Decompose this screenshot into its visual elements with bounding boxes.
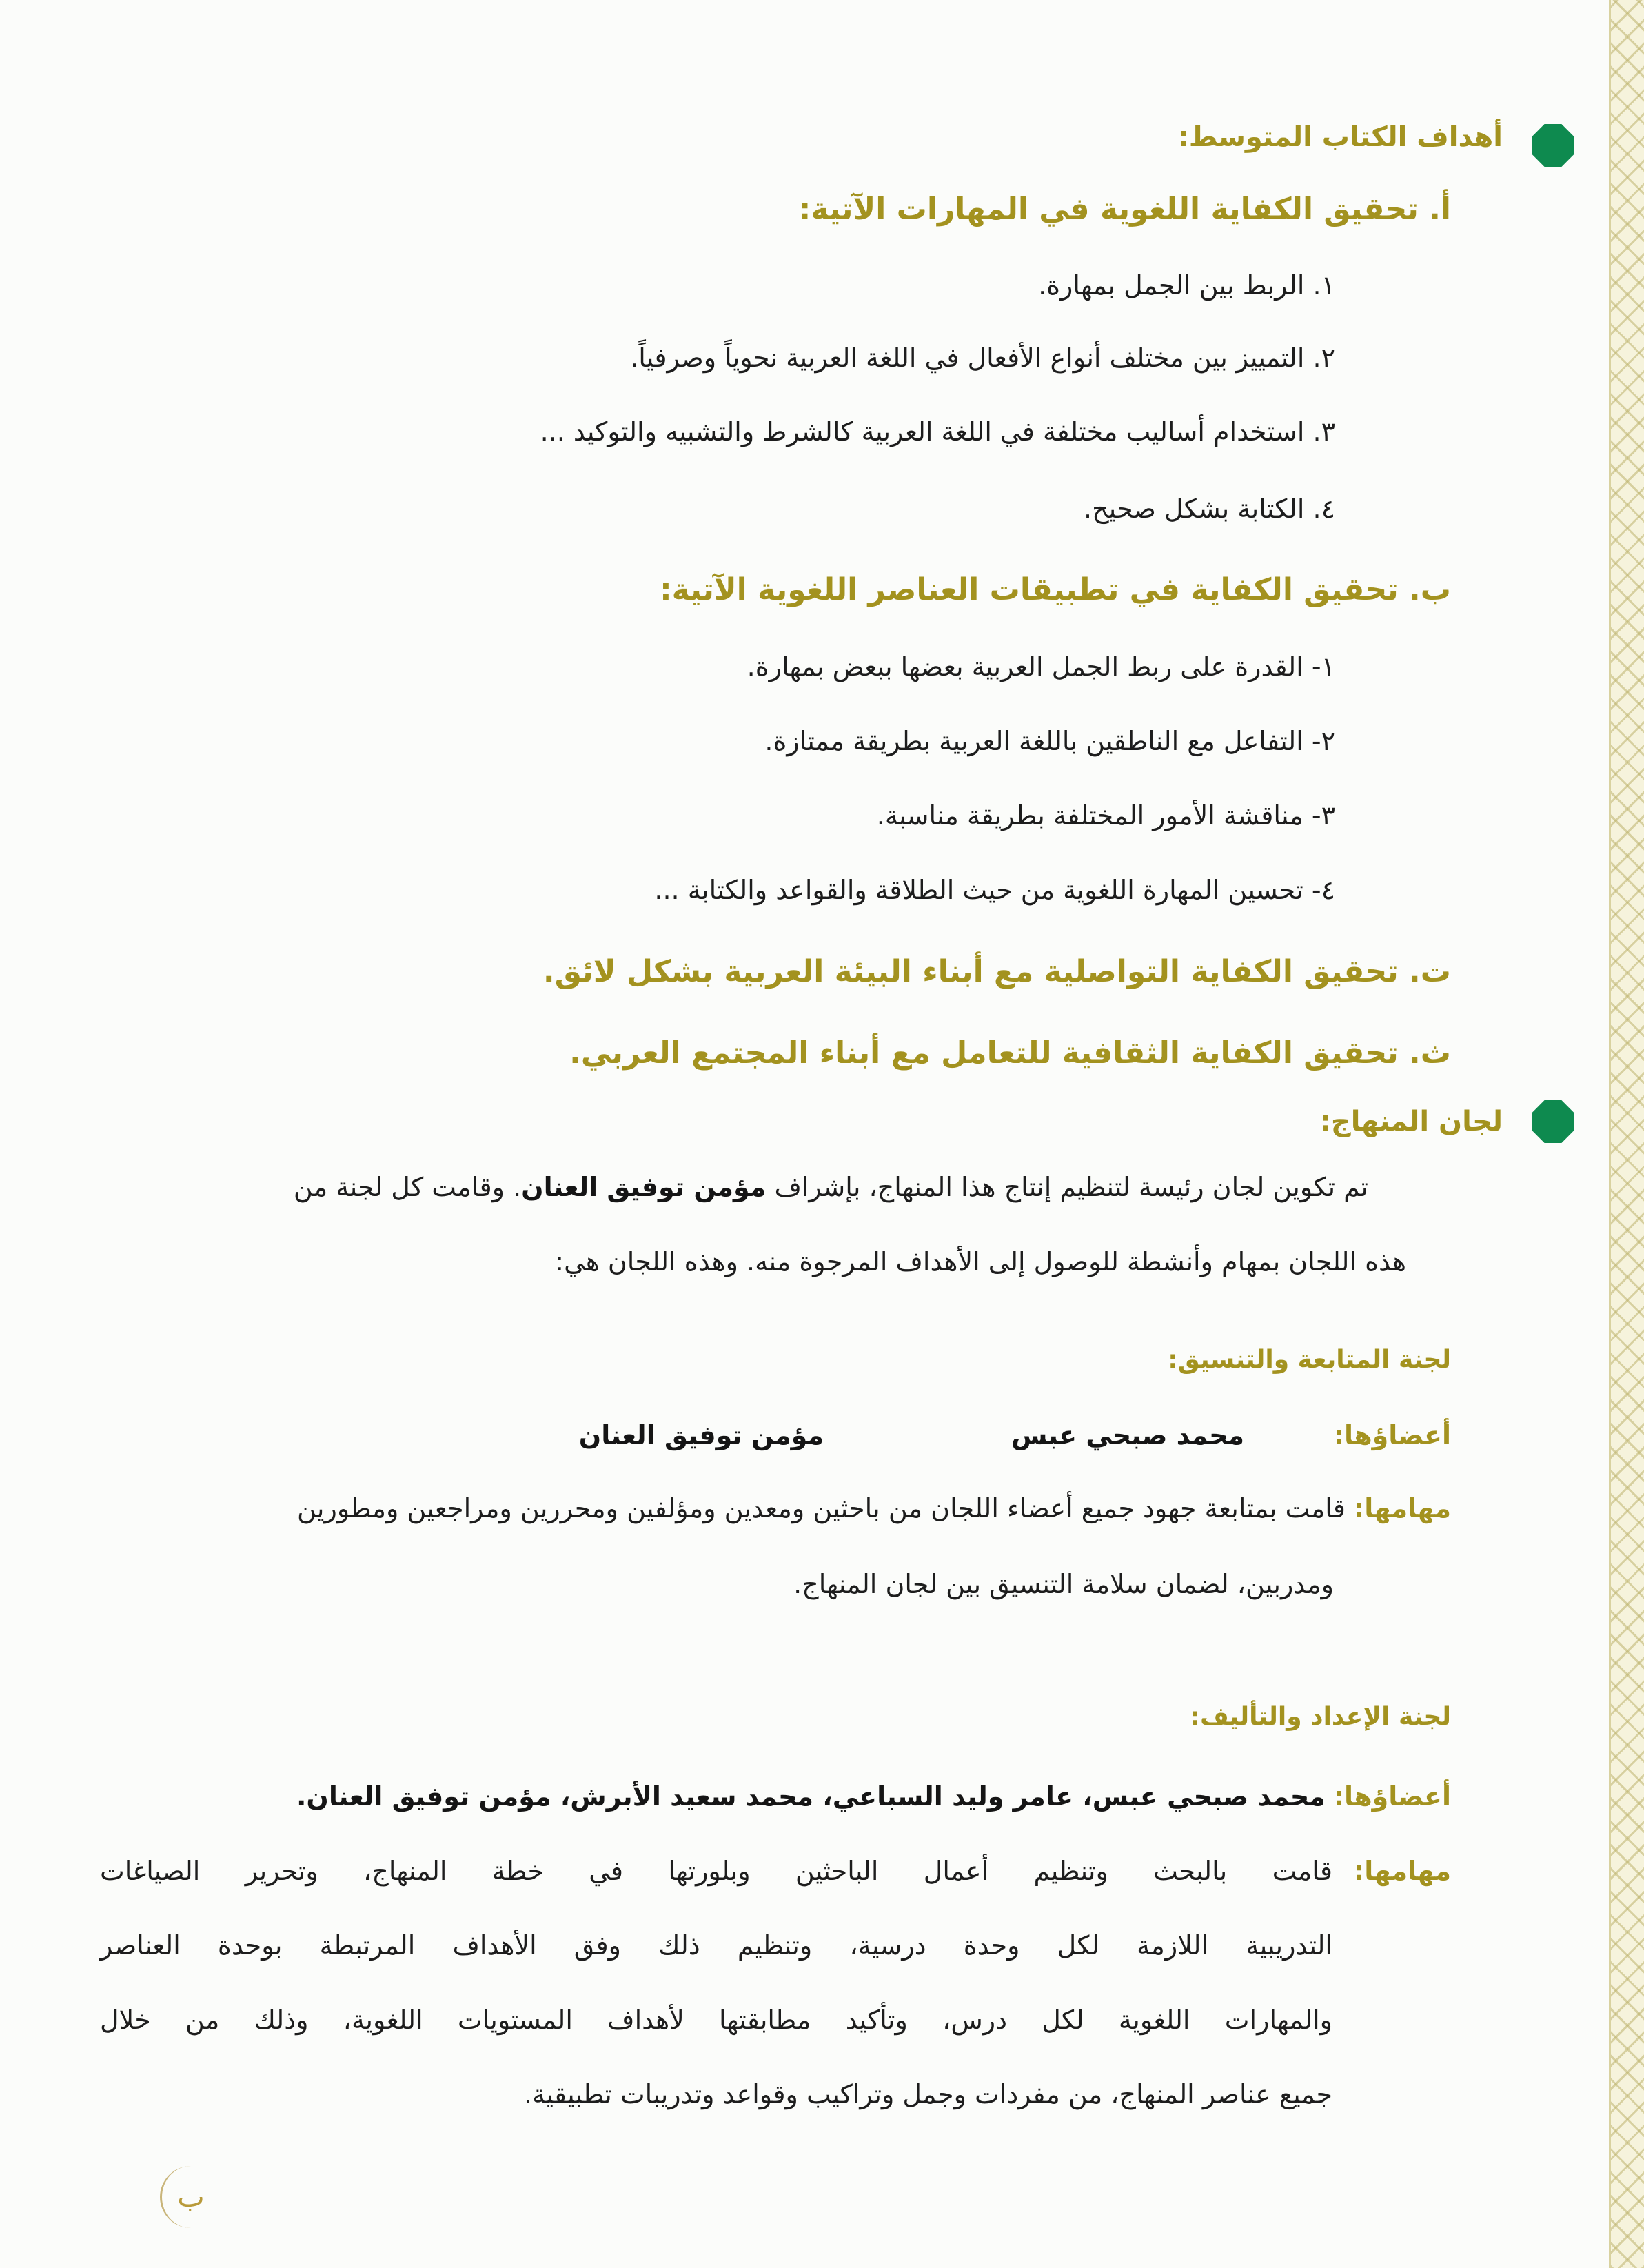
list-item: ٤- تحسين المهارة اللغوية من حيث الطلاقة والقواعد والكتابة ... [654, 875, 1335, 905]
authoring-committee-title: لجنة الإعداد والتأليف: [1190, 1703, 1451, 1731]
list-item: ٢- التفاعل مع الناطقين باللغة العربية بطريقة ممتازة. [764, 726, 1335, 756]
page-number [160, 2166, 222, 2228]
members-label: أعضاؤها: [1333, 1420, 1451, 1450]
green-octagon-bullet-icon [1532, 1100, 1574, 1143]
goals-title: أهداف الكتاب المتوسط: [1177, 121, 1503, 153]
authoring-tasks-label: مهامها: [1354, 1856, 1451, 1886]
authoring-tasks-line: جميع عناصر المنهاج، من مفردات وجمل وتراكيب وقواعد وتدريبات تطبيقية. [523, 2079, 1332, 2109]
members-label: أعضاؤها: [1333, 1781, 1451, 1812]
committees-title: لجان المنهاج: [1319, 1106, 1503, 1137]
list-item: ١- القدرة على ربط الجمل العربية بعضها ببعض بمهارة. [747, 651, 1335, 682]
list-item: ٣. استخدام أساليب مختلفة في اللغة العربية كالشرط والتشبيه والتوكيد ... [540, 416, 1335, 447]
section-t-title: ت. تحقيق الكفاية التواصلية مع أبناء البيئة العربية بشكل لائق. [542, 954, 1451, 989]
tasks-text: قامت بمتابعة جهود جميع أعضاء اللجان من باحثين ومعدين ومؤلفين ومحررين ومراجعين ومطورين [296, 1493, 1346, 1523]
section-th-title: ث. تحقيق الكفاية الثقافية للتعامل مع أبناء المجتمع العربي. [569, 1035, 1451, 1071]
intro-text: . وقامت كل لجنة من [293, 1172, 522, 1202]
green-octagon-bullet-icon [1532, 124, 1574, 167]
committees-intro-line-2: هذه اللجان بمهام وأنشطة للوصول إلى الأهداف المرجوة منه. وهذه اللجان هي: [555, 1246, 1406, 1277]
intro-text: تم تكوين لجان رئيسة لتنظيم إنتاج هذا المنهاج، بإشراف [766, 1172, 1368, 1202]
follow-up-members-label [1334, 1420, 1451, 1450]
list-item: ٤. الكتابة بشكل صحيح. [1084, 494, 1335, 524]
follow-up-member: محمد صبحي عبس [1011, 1420, 1244, 1450]
section-a-title: أ. تحقيق الكفاية اللغوية في المهارات الآتية: [798, 192, 1451, 227]
page-number-ring-icon [160, 2166, 222, 2228]
page-number-label: ب [177, 2180, 205, 2214]
follow-up-committee-title: لجنة المتابعة والتنسيق: [1168, 1346, 1451, 1374]
authoring-members: محمد صبحي عبس، عامر وليد السباعي، محمد سعيد الأبرش، مؤمن توفيق العنان. [296, 1781, 1326, 1812]
list-item: ٢. التمييز بين مختلف أنواع الأفعال في اللغة العربية نحوياً وصرفياً. [630, 343, 1335, 373]
authoring-tasks-line: التدريبية اللازمة لكل وحدة درسية، وتنظيم ذلك وفق الأهداف المرتبطة بوحدة العناصر [100, 1930, 1332, 1961]
list-item: ١. الربط بين الجمل بمهارة. [1038, 270, 1335, 301]
follow-up-tasks-line-2: ومدربين، لضمان سلامة التنسيق بين لجان المنهاج. [793, 1569, 1334, 1599]
authoring-tasks-line: والمهارات اللغوية لكل درس، وتأكيد مطابقتها لأهداف المستويات اللغوية، وذلك من خلال [100, 2005, 1332, 2035]
follow-up-member: مؤمن توفيق العنان [578, 1420, 824, 1450]
authoring-members-line [296, 1781, 1451, 1812]
tasks-label: مهامها: [1354, 1493, 1451, 1523]
supervisor-name: مؤمن توفيق العنان [521, 1172, 767, 1202]
authoring-tasks-line: قامت بالبحث وتنظيم أعمال الباحثين وبلورتها في خطة المنهاج، وتحرير الصياغات [100, 1856, 1332, 1886]
committees-intro-line-1 [294, 1172, 1368, 1202]
section-b-title: ب. تحقيق الكفاية في تطبيقات العناصر اللغوية الآتية: [660, 572, 1451, 607]
list-item: ٣- مناقشة الأمور المختلفة بطريقة مناسبة. [876, 800, 1335, 831]
follow-up-tasks-line-1 [297, 1493, 1451, 1523]
